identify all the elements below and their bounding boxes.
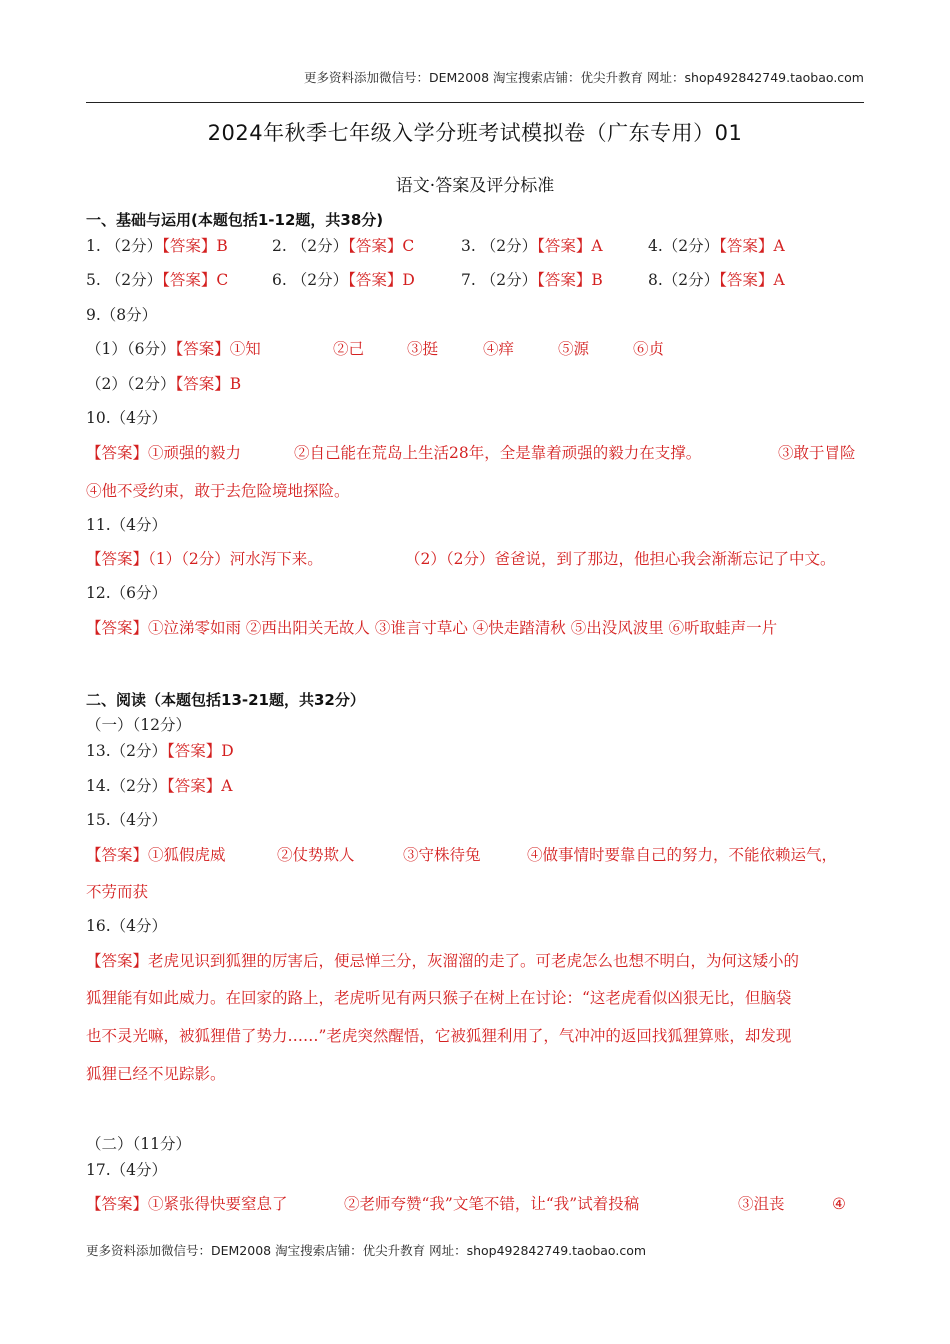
q15-answer: 【答案】①狐假虎威 [86,846,226,864]
mc-item: 6. （2分）【答案】D [272,271,415,289]
mc-item: 3. （2分）【答案】A [461,237,603,255]
page-title: 2024年秋季七年级入学分班考试模拟卷（广东专用）01 [207,121,743,145]
q11-answer: 【答案】（1）（2分）河水泻下来。 [86,550,323,568]
page-footer: 更多资料添加微信号：DEM2008 淘宝搜索店铺：优尖升教育 网址：shop492842749.taobao.com [86,1243,647,1258]
q11-heading: 11.（4分） [86,516,168,534]
mc-item: 7. （2分）【答案】B [461,271,603,289]
q9-answer-item: ⑤源 [558,340,590,358]
page-subtitle: 语文·答案及评分标准 [395,176,555,196]
q16-answer-line: 【答案】老虎见识到狐狸的厉害后，便忌惮三分，灰溜溜的走了。可老虎怎么也想不明白，为何这矮小的 [86,952,800,970]
part-heading: （二）（11分） [86,1135,191,1153]
q9-part2: （2）（2分）【答案】B [86,375,242,393]
q17-answer: ②老师夸赞“我”文笔不错，让“我”试着投稿 [344,1195,640,1213]
q13: 13.（2分）【答案】D [86,742,234,760]
q12-heading: 12.（6分） [86,584,168,602]
mc-item: 8.（2分）【答案】A [648,271,785,289]
q15-heading: 15.（4分） [86,811,168,829]
q15-answer: ②仗势欺人 [277,846,355,864]
q9-answer-item: ②己 [333,340,365,358]
mc-item: 1. （2分）【答案】B [86,237,228,255]
q15-answer: ③守株待兔 [403,846,481,864]
q11-answer: （2）（2分）爸爸说，到了那边，他担心我会渐渐忘记了中文。 [405,550,836,568]
q9-answer-item: ④痒 [483,340,515,358]
page-header: 更多资料添加微信号：DEM2008 淘宝搜索店铺：优尖升教育 网址：shop492842749.taobao.com [303,70,864,85]
q12-answer: 【答案】①泣涕零如雨 ②西出阳关无故人 ③谁言寸草心 ④快走踏清秋 ⑤出没风波里 ⑥听取蛙声一片 [86,619,778,637]
mc-item: 2. （2分）【答案】C [272,237,415,255]
q10-answer: ②自己能在荒岛上生活28年，全是靠着顽强的毅力在支撑。 [294,444,702,462]
q16-answer-line: 也不灵光嘛，被狐狸借了势力……”老虎突然醒悟，它被狐狸利用了，气冲冲的返回找狐狸算账，却发现 [86,1027,792,1045]
mc-item: 5. （2分）【答案】C [86,271,229,289]
q9-part1: （1）（6分）【答案】①知 [86,340,261,358]
q16-answer-line: 狐狸能有如此威力。在回家的路上，老虎听见有两只猴子在树上在讨论：“这老虎看似凶狠无比，但脑袋 [86,989,792,1007]
q16-answer-line: 狐狸已经不见踪影。 [86,1065,226,1083]
q10-answer: ③敢于冒险 [778,444,856,462]
q17-heading: 17.（4分） [86,1161,168,1179]
section-heading-1: 一、基础与运用(本题包括1-12题，共38分) [86,211,384,229]
header-rule [86,102,864,103]
q10-answer: ④他不受约束，敢于去危险境地探险。 [86,482,350,500]
q16-heading: 16.（4分） [86,917,168,935]
q9-heading: 9.（8分） [86,306,158,324]
q9-answer-item: ⑥贞 [633,340,665,358]
q10-answer: 【答案】①顽强的毅力 [86,444,242,462]
q17-answer: ③沮丧 [738,1195,785,1213]
mc-item: 4.（2分）【答案】A [648,237,785,255]
section-heading-2: 二、阅读（本题包括13-21题，共32分） [86,691,365,709]
q10-heading: 10.（4分） [86,409,168,427]
q17-answer: 【答案】①紧张得快要窒息了 [86,1195,288,1213]
q15-answer: 不劳而获 [86,883,149,901]
q14: 14.（2分）【答案】A [86,777,233,795]
q15-answer: ④做事情时要靠自己的努力，不能依赖运气， [527,846,838,864]
q9-answer-item: ③挺 [407,340,439,358]
part-heading: （一）（12分） [86,716,191,734]
q17-answer: ④ [832,1195,846,1213]
